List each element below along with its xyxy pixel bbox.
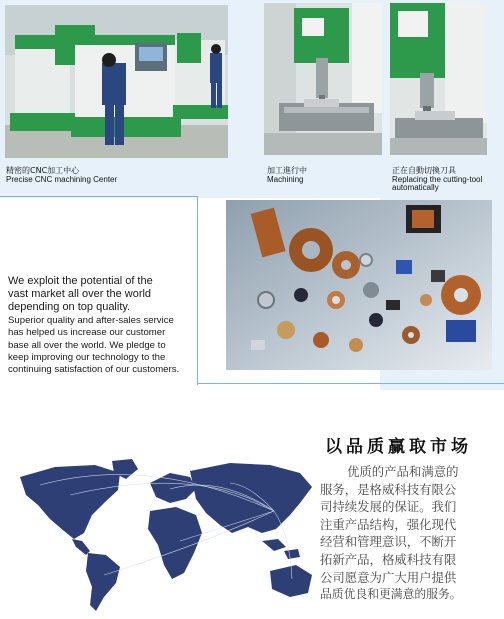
intro-text-block xyxy=(8,275,193,376)
cn-line-3: 司持续发展的保证。我们 xyxy=(320,499,457,515)
body-line-3: base all over the world. We pledge to xyxy=(8,339,166,351)
machining-caption-en: Machining xyxy=(267,175,304,184)
body-line-5: continuing satisfaction of our customers. xyxy=(8,364,180,376)
tool-caption-cn: 正在自動切換刀具 xyxy=(392,166,456,175)
tool-caption-en-2: automatically xyxy=(392,183,439,192)
cnc-caption-cn: 精密的CNC加工中心 xyxy=(6,166,80,175)
cn-line-4: 注重产品结构，强化现代 xyxy=(320,516,457,532)
machining-photo xyxy=(264,3,382,155)
cn-line-1: 优质的产品和满意的 xyxy=(347,464,459,479)
lead-line-2: vast market all over the world xyxy=(8,288,152,300)
lead-line-1: We exploit the potential of the xyxy=(8,275,153,287)
cnc-center-photo xyxy=(5,5,228,158)
machining-caption-cn: 加工進行中 xyxy=(267,166,307,175)
world-map xyxy=(0,455,322,615)
cn-line-2: 服务，是格威科技有限公 xyxy=(320,481,457,497)
body-line-4: keep improving our technology to the xyxy=(8,351,166,363)
section-heading-cn: 以品质赢取市场 xyxy=(325,437,472,457)
cn-line-7: 公司愿意为广大用户提供 xyxy=(320,569,457,585)
chinese-paragraph xyxy=(320,463,504,604)
cnc-caption-en: Precise CNC machining Center xyxy=(6,175,118,184)
cn-line-6: 拓新产品，格威科技有限 xyxy=(320,551,457,567)
lead-line-3: depending on top quality. xyxy=(8,301,131,313)
cn-line-5: 经营和管理意识，不断开 xyxy=(320,534,457,550)
tool-caption-en-1: Replacing the cutting-tool xyxy=(392,175,483,184)
cn-line-8: 品质优良和更满意的服务。 xyxy=(320,587,462,602)
tool-change-photo xyxy=(390,3,487,155)
body-line-2: has helped us increase our customer xyxy=(8,327,166,339)
divider-frame-bottom xyxy=(197,383,504,384)
body-line-1: Superior quality and after-sales service xyxy=(8,315,174,326)
products-photo xyxy=(226,200,492,370)
